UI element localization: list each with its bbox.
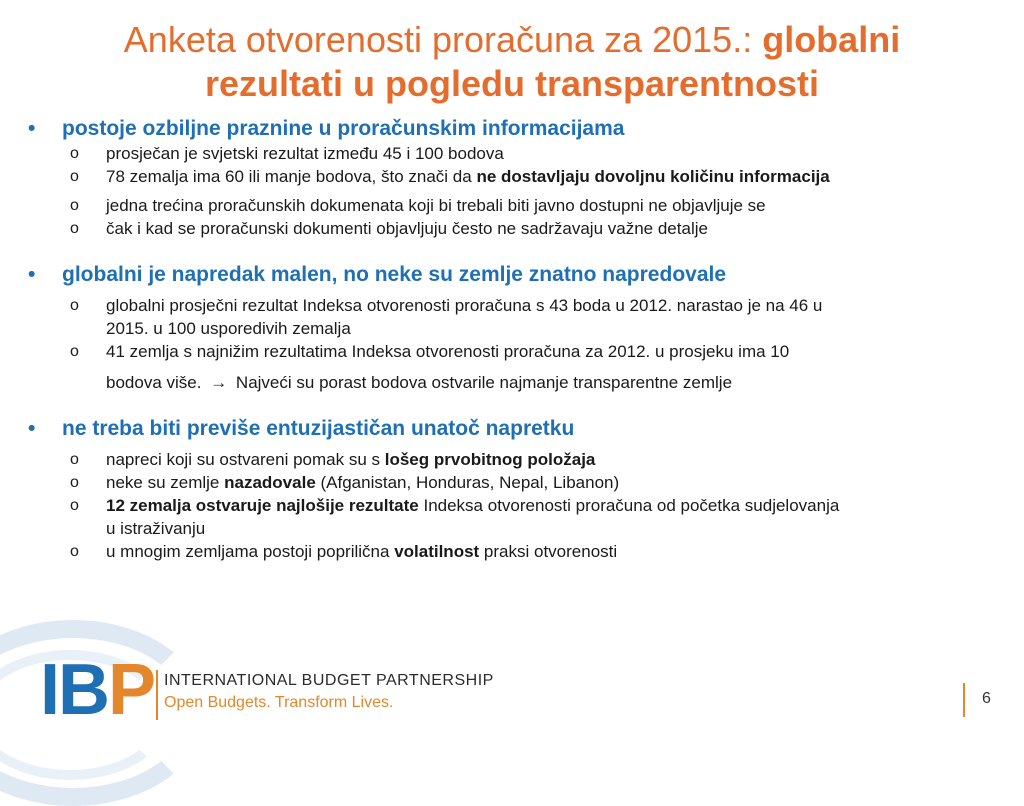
list-item-text-line2: u istraživanju	[106, 519, 206, 538]
list-item-text: jedna trećina proračunskih dokumenata koji bi trebali biti javno dostupni ne objavljuje se	[106, 196, 766, 215]
list-item	[22, 294, 1002, 340]
page-number-divider	[963, 683, 965, 717]
ibp-logo	[0, 620, 520, 768]
sub-bullet: o	[70, 197, 79, 214]
list-item-bold: lošeg prvobitnog položaja	[384, 450, 596, 469]
list-item	[22, 217, 1002, 240]
logo-divider	[156, 670, 158, 720]
list-item-bold: ne dostavljaju dovoljnu količinu informacija	[476, 167, 830, 186]
list-item	[22, 540, 1002, 563]
bullet-dot: •	[28, 263, 36, 286]
list-item-text-line2: 2015. u 100 usporedivih zemalja	[106, 319, 351, 338]
sub-bullet: o	[70, 343, 79, 360]
list-item-text: 78 zemalja ima 60 ili manje bodova, što znači da	[106, 167, 477, 186]
page-number: 6	[982, 690, 991, 707]
list-item-text-post: praksi otvorenosti	[479, 542, 618, 561]
list-item-text: čak i kad se proračunski dokumenti objavljuju često ne sadržavaju važne detalje	[106, 219, 708, 238]
list-item-text-post: (Afganistan, Honduras, Nepal, Libanon)	[315, 473, 620, 492]
list-item	[22, 340, 1002, 394]
slide-content	[22, 116, 1002, 563]
arrow-right-icon: →	[210, 373, 228, 392]
sub-bullet: o	[70, 543, 79, 560]
title-normal: Anketa otvorenosti proračuna za 2015.:	[123, 19, 763, 60]
section-heading-text: globalni je napredak malen, no neke su zemlje znatno napredovale	[62, 263, 727, 286]
list-item-text: napreci koji su ostvareni pomak su s	[106, 450, 385, 469]
sub-bullet: o	[70, 474, 79, 491]
list-item	[22, 471, 1002, 494]
list-item-bold: volatilnost	[394, 542, 480, 561]
sub-bullet: o	[70, 497, 79, 514]
list-item-bold: 12 zemalja ostvaruje najlošije rezultate	[106, 496, 419, 515]
list-item-text: prosječan je svjetski rezultat između 45 i 100 bodova	[106, 144, 504, 163]
logo-letters	[40, 650, 154, 730]
section-heading-1	[22, 116, 1002, 142]
list-item-text: neke su zemlje	[106, 473, 225, 492]
logo-letters-ib: IB	[40, 650, 108, 730]
sub-bullet: o	[70, 220, 79, 237]
list-item-bold: nazadovale	[224, 473, 316, 492]
list-item-text-line2a: bodova više.	[106, 373, 202, 392]
title-bold-2: rezultati u pogledu transparentnosti	[204, 63, 820, 104]
logo-tagline: Open Budgets. Transform Lives.	[164, 694, 394, 711]
section-heading-3	[22, 416, 1002, 442]
list-item	[22, 494, 1002, 540]
list-item	[22, 448, 1002, 471]
list-item-text: globalni prosječni rezultat Indeksa otvorenosti proračuna s 43 boda u 2012. narastao je na 46 u	[106, 296, 823, 315]
sub-bullet: o	[70, 168, 79, 185]
list-item-text-line2b: Najveći su porast bodova ostvarile najmanje transparentne zemlje	[235, 373, 733, 392]
section-heading-text: postoje ozbiljne praznine u proračunskim informacijama	[62, 117, 625, 140]
sub-bullet: o	[70, 451, 79, 468]
title-bold-1: globalni	[762, 19, 901, 60]
list-item	[22, 194, 1002, 217]
slide-title	[40, 18, 984, 106]
list-item-text-post: Indeksa otvorenosti proračuna od početka sudjelovanja	[418, 496, 840, 515]
list-item	[22, 142, 1002, 165]
section-heading-text: ne treba biti previše entuzijastičan unatoč napretku	[62, 417, 575, 440]
bullet-dot: •	[28, 117, 36, 140]
sub-bullet: o	[70, 297, 79, 314]
logo-letters-p: P	[108, 650, 155, 730]
list-item	[22, 165, 1002, 188]
sub-bullet: o	[70, 145, 79, 162]
logo-org-name: INTERNATIONAL BUDGET PARTNERSHIP	[164, 672, 494, 689]
bullet-dot: •	[28, 417, 36, 440]
section-heading-2	[22, 262, 1002, 288]
list-item-text: u mnogim zemljama postoji poprilična	[106, 542, 395, 561]
list-item-text: 41 zemlja s najnižim rezultatima Indeksa otvorenosti proračuna za 2012. u prosjeku ima 10	[106, 342, 790, 361]
